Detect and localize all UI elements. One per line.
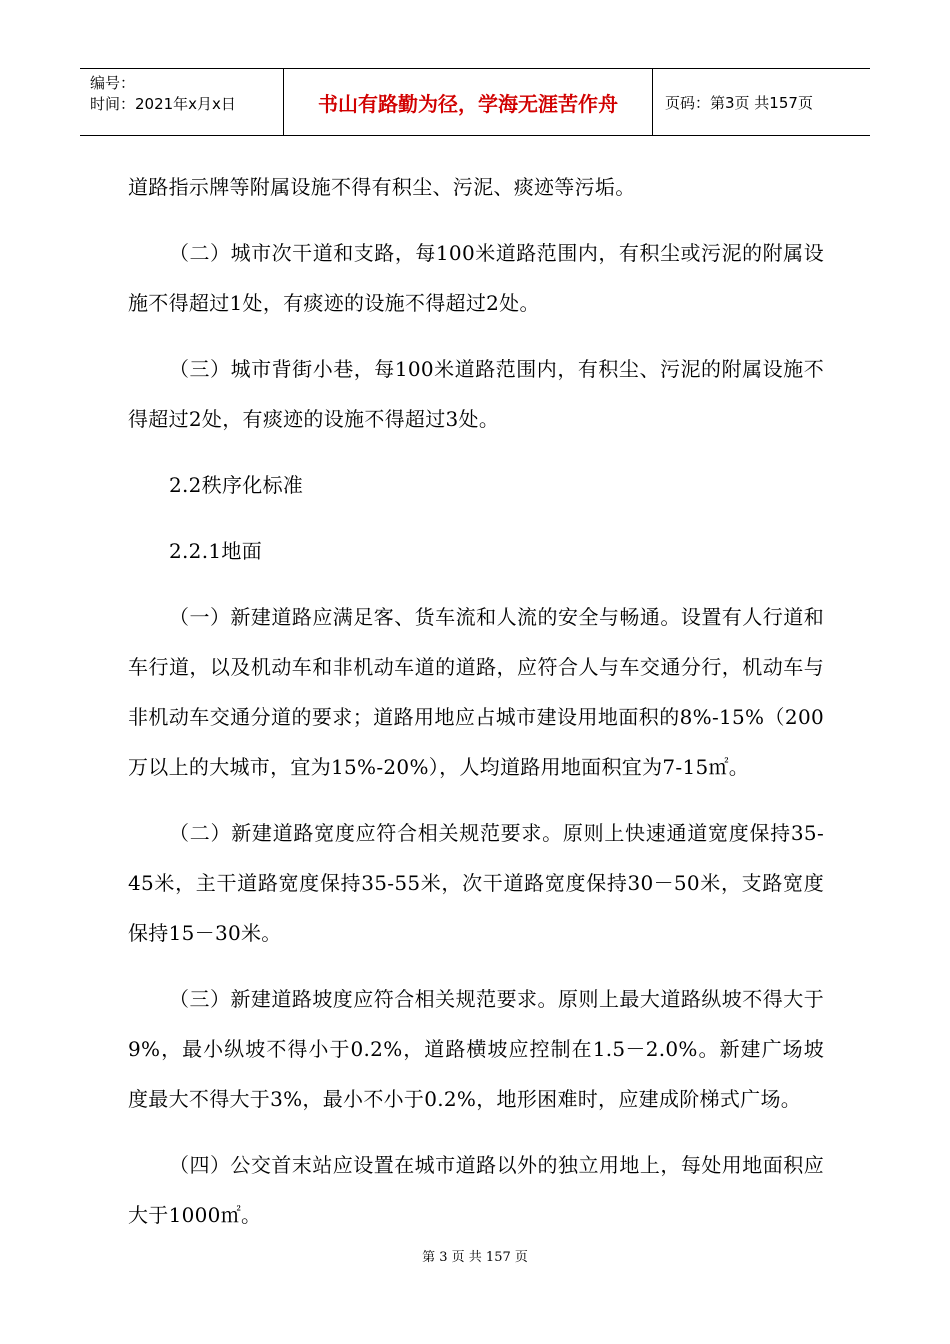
page-header <box>80 68 870 136</box>
header-meta <box>80 69 283 135</box>
doc-number-label: 编号： <box>90 74 136 92</box>
paragraph: 道路指示牌等附属设施不得有积尘、污泥、痰迹等污垢。 <box>128 175 636 199</box>
paragraph: （三）城市背街小巷，每100米道路范围内，有积尘、污泥的附属设施不得超过2处，有痰迹的设施不得超过3处。 <box>128 357 824 431</box>
paragraph: （三）新建道路坡度应符合相关规范要求。原则上最大道路纵坡不得大于9%，最小纵坡不得小于0.2%，道路横坡应控制在1.5－2.0%。新建广场坡度最大不得大于3%，最小不小于0.2%，地形困难时，应建成阶梯式广场。 <box>128 987 824 1111</box>
paragraph: （四）公交首末站应设置在城市道路以外的独立用地上，每处用地面积应大于1000㎡。 <box>128 1153 824 1227</box>
section-heading: 2.2秩序化标准 <box>169 473 304 497</box>
header-motto: 书山有路勤为径，学海无涯苦作舟 <box>283 69 653 135</box>
doc-date-label: 时间：2021年x月x日 <box>90 95 236 113</box>
paragraph: （二）新建道路宽度应符合相关规范要求。原则上快速通道宽度保持35-45米，主干道路宽度保持35-55米，次干道路宽度保持30－50米，支路宽度保持15－30米。 <box>128 821 824 945</box>
paragraph: （二）城市次干道和支路，每100米道路范围内，有积尘或污泥的附属设施不得超过1处，有痰迹的设施不得超过2处。 <box>128 241 824 315</box>
header-page-info: 页码：第3页 共157页 <box>665 93 813 112</box>
page-footer: 第 3 页 共 157 页 <box>422 1250 528 1265</box>
document-body <box>128 162 824 1240</box>
subsection-heading: 2.2.1地面 <box>169 539 262 563</box>
paragraph: （一）新建道路应满足客、货车流和人流的安全与畅通。设置有人行道和车行道，以及机动车和非机动车道的道路，应符合人与车交通分行，机动车与非机动车交通分道的要求；道路用地应占城市建设用地面积的8%-15%（200万以上的大城市，宜为15%-20%），人均道路用地面积宜为7-15㎡。 <box>128 605 824 779</box>
